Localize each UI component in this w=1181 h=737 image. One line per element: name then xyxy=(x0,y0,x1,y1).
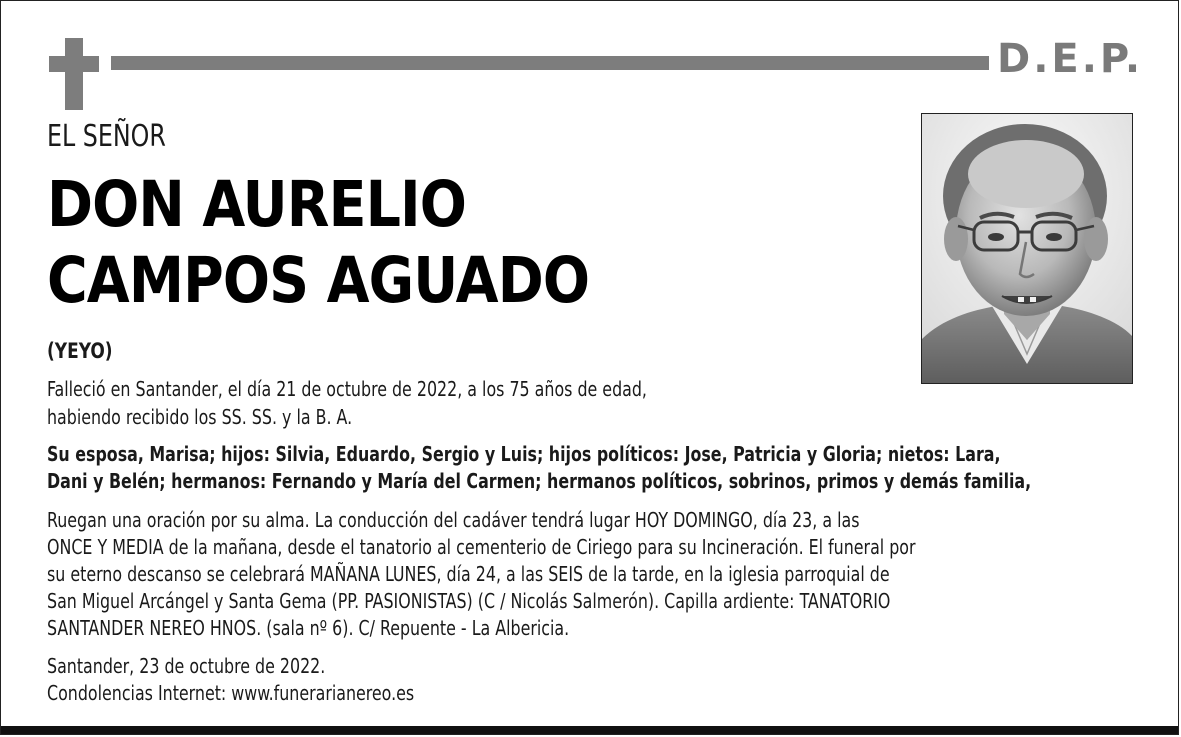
portrait-photo xyxy=(921,113,1133,384)
nickname: (YEYO) xyxy=(47,339,113,363)
service-line-4: San Miguel Arcángel y Santa Gema (PP. PASIONISTAS) (C / Nicolás Salmerón). Capilla ardiente: TANATORIO xyxy=(47,589,891,613)
dep-label: D.E.P. xyxy=(997,36,1144,82)
bottom-border xyxy=(1,726,1178,734)
family-line-1: Su esposa, Marisa; hijos: Silvia, Eduardo, Sergio y Luis; hijos políticos: Jose, Patricia y Gloria; nietos: Lara, xyxy=(47,442,1001,466)
cross-icon xyxy=(49,38,99,110)
name-line-1: DON AURELIO xyxy=(47,168,467,241)
portrait-image xyxy=(922,114,1132,383)
condolences-line: Condolencias Internet: www.funerarianereo.es xyxy=(47,681,415,705)
place-date: Santander, 23 de octubre de 2022. xyxy=(47,654,326,678)
service-line-5: SANTANDER NEREO HNOS. (sala nº 6). C/ Repuente - La Albericia. xyxy=(47,616,570,640)
service-line-1: Ruegan una oración por su alma. La conducción del cadáver tendrá lugar HOY DOMINGO, día 23, a las xyxy=(47,508,860,532)
death-line-2: habiendo recibido los SS. SS. y la B. A. xyxy=(47,405,353,429)
death-line-1: Falleció en Santander, el día 21 de octubre de 2022, a los 75 años de edad, xyxy=(47,377,647,401)
name-line-2: CAMPOS AGUADO xyxy=(47,244,590,317)
title-prefix: EL SEÑOR xyxy=(47,119,166,154)
family-line-2: Dani y Belén; hermanos: Fernando y María del Carmen; hermanos políticos, sobrinos, primos y demás familia, xyxy=(47,469,1032,493)
service-line-2: ONCE Y MEDIA de la mañana, desde el tanatorio al cementerio de Ciriego para su Incineración. El funeral por xyxy=(47,535,916,559)
deceased-name xyxy=(47,167,589,319)
header-rule xyxy=(111,56,989,70)
service-line-3: su eterno descanso se celebrará MAÑANA LUNES, día 24, a las SEIS de la tarde, en la iglesia parroquial de xyxy=(47,562,890,586)
